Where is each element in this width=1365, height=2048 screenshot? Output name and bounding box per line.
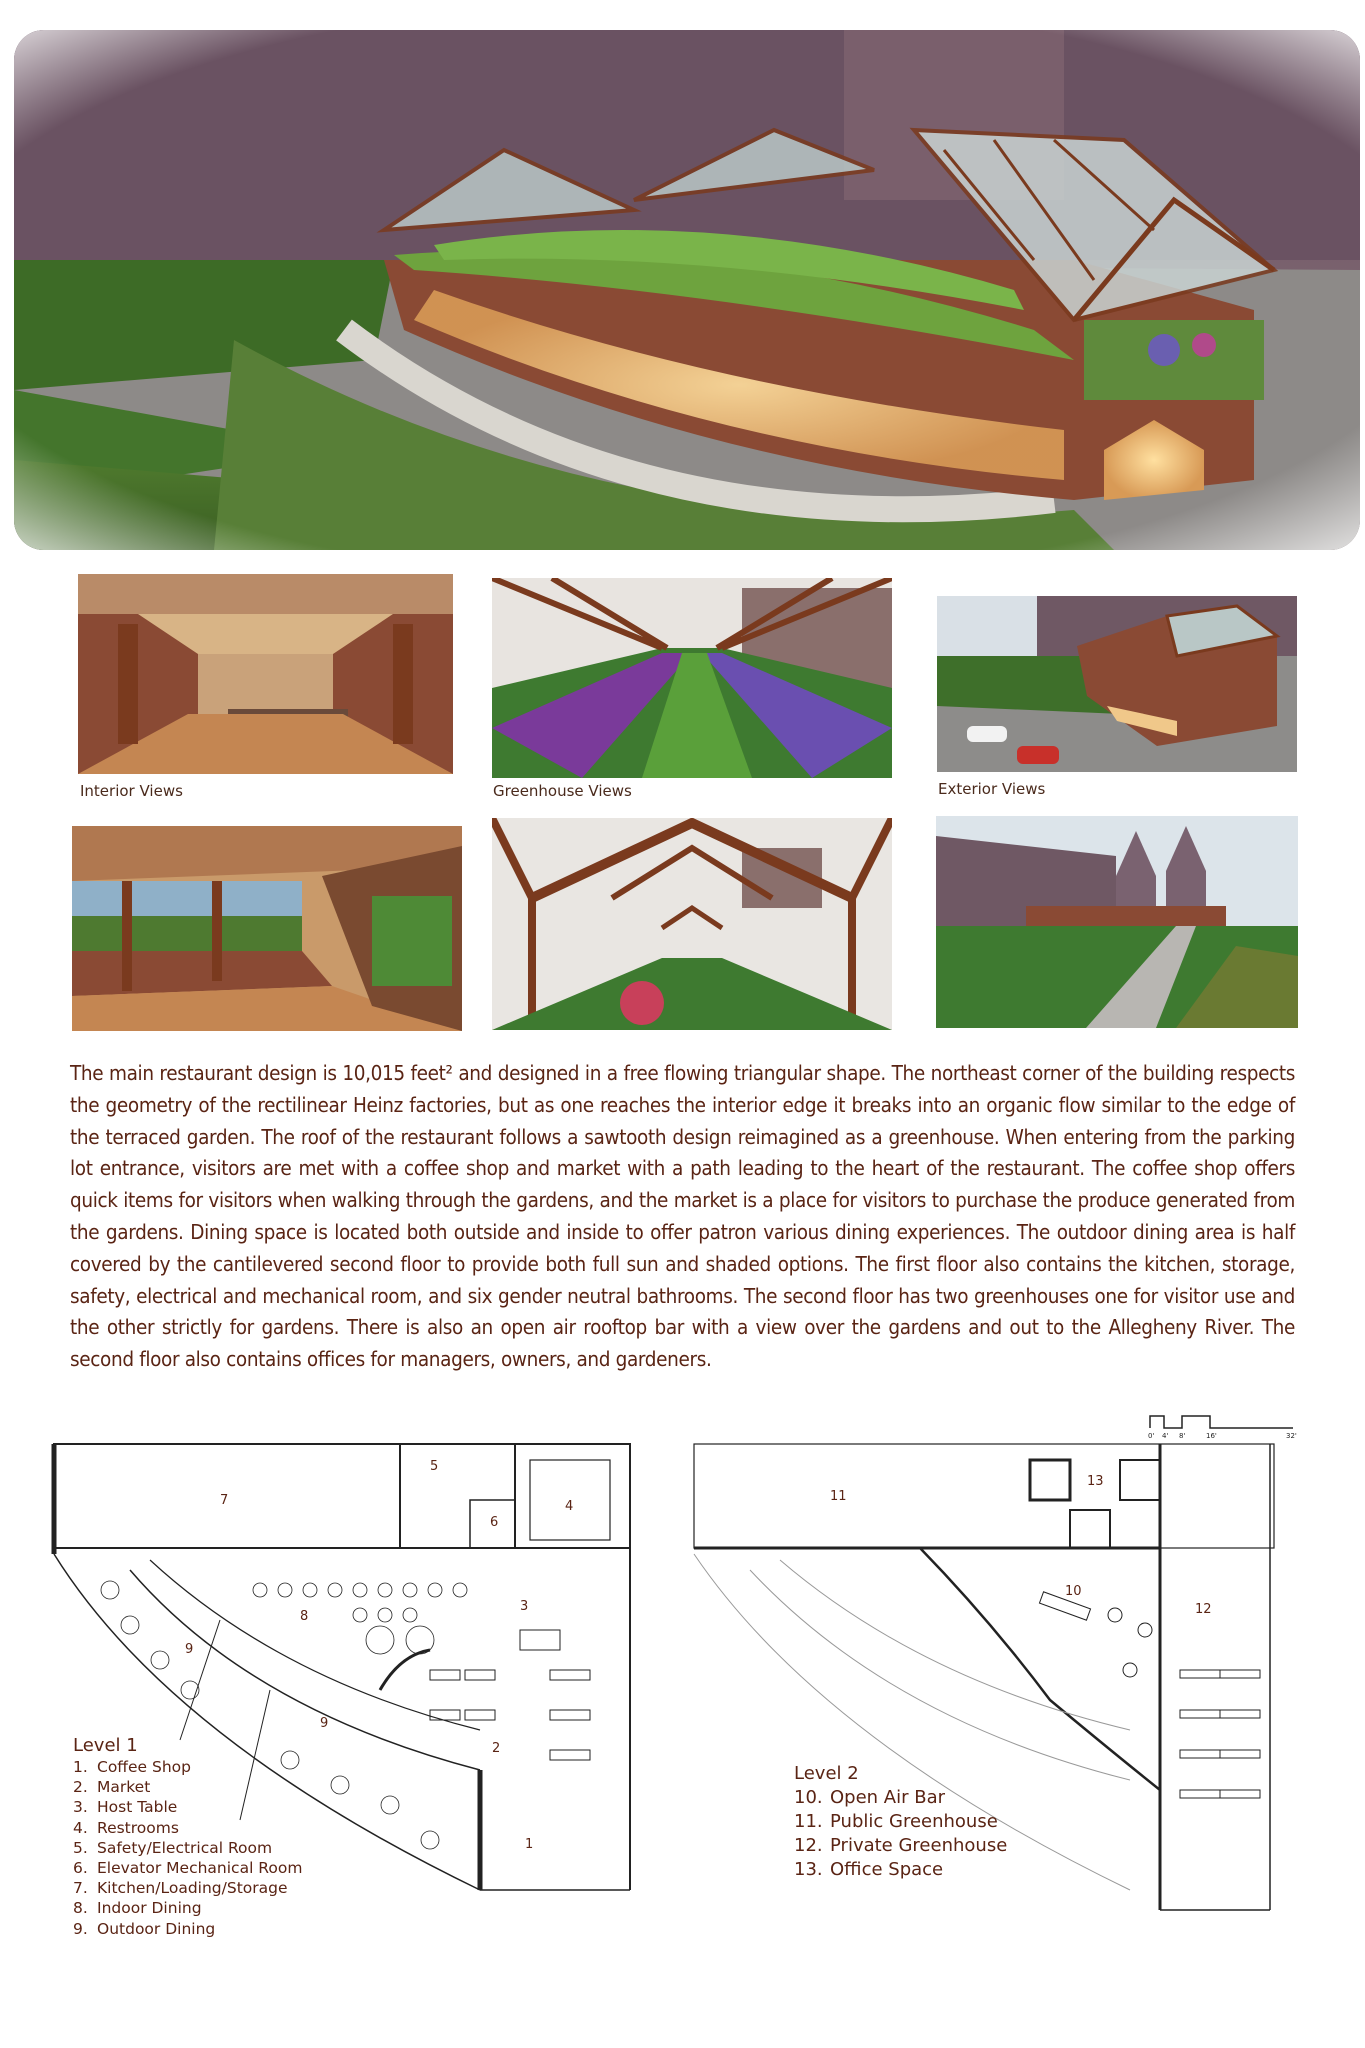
room-number-2: 2 <box>492 1741 501 1756</box>
legend-item-8: 8. Indoor Dining <box>73 1899 202 1918</box>
caption-interior: Interior Views <box>80 782 183 800</box>
legend-item-11: 11. Public Greenhouse <box>794 1811 998 1832</box>
greenhouse-view-2 <box>492 818 892 1030</box>
room-number-11: 11 <box>830 1489 847 1504</box>
room-number-13: 13 <box>1087 1474 1104 1489</box>
greenhouse-view-2-image <box>492 818 892 1030</box>
level-2-title: Level 2 <box>794 1763 859 1784</box>
room-number-9a: 9 <box>185 1642 194 1657</box>
room-number-3: 3 <box>520 1599 529 1614</box>
room-number-7: 7 <box>220 1493 229 1508</box>
exterior-view-1 <box>937 596 1297 772</box>
room-number-6: 6 <box>490 1515 499 1530</box>
interior-view-1 <box>78 574 453 774</box>
exterior-view-1-image <box>937 596 1297 772</box>
hero-illustration <box>14 30 1360 550</box>
scale-tick-4: 4' <box>1162 1432 1169 1440</box>
legend-item-6: 6. Elevator Mechanical Room <box>73 1859 303 1878</box>
exterior-view-2-image <box>936 816 1298 1028</box>
room-number-8: 8 <box>300 1609 309 1624</box>
legend-item-3: 3. Host Table <box>73 1798 178 1817</box>
room-number-9b: 9 <box>320 1716 329 1731</box>
scale-tick-8: 8' <box>1179 1432 1186 1440</box>
interior-view-2-image <box>72 826 462 1031</box>
level-1-title: Level 1 <box>73 1735 138 1756</box>
room-number-5: 5 <box>430 1459 439 1474</box>
caption-exterior: Exterior Views <box>938 780 1046 798</box>
scale-tick-16: 16' <box>1206 1432 1217 1440</box>
caption-greenhouse: Greenhouse Views <box>493 782 632 800</box>
project-description: The main restaurant design is 10,015 feet² and designed in a free flowing triangular shape. The northeast corner of the building respects the geometry of the rectilinear Heinz factories, but as one reaches the interior edge it breaks into an organic flow similar to the edge of the terraced garden. The roof of the restaurant follows a sawtooth design reimagined as a greenhouse. When entering from the parking lot entrance, visitors are met with a coffee shop and market with a path leading to the heart of the restaurant. The coffee shop offers quick items for visitors when walking through the gardens, and the market is a place for visitors to purchase the produce generated from the gardens. Dining space is located both outside and inside to offer patron various dining experiences. The outdoor dining area is half covered by the cantilevered second floor to provide both full sun and shaded options. The first floor also contains the kitchen, storage, safety, electrical and mechanical room, and six gender neutral bathrooms. The second floor has two greenhouses one for visitor use and the other strictly for gardens. There is also an open air rooftop bar with a view over the gardens and out to the Allegheny River. The second floor also contains offices for managers, owners, and gardeners. <box>70 1061 1295 1372</box>
legend-item-13: 13. Office Space <box>794 1859 944 1880</box>
legend-item-1: 1. Coffee Shop <box>73 1758 191 1776</box>
scale-bar <box>1148 1412 1300 1440</box>
scale-tick-0: 0' <box>1148 1432 1155 1440</box>
room-number-1: 1 <box>525 1837 534 1852</box>
legend-item-5: 5. Safety/Electrical Room <box>73 1838 273 1857</box>
room-number-12: 12 <box>1195 1602 1212 1617</box>
legend-item-9: 9. Outdoor Dining <box>73 1919 216 1938</box>
greenhouse-view-1-image <box>492 578 892 778</box>
legend-item-7: 7. Kitchen/Loading/Storage <box>73 1879 288 1898</box>
hero-rendering <box>14 30 1360 550</box>
interior-view-1-image <box>78 574 453 774</box>
scale-bar-graphic <box>1148 1412 1300 1440</box>
scale-tick-32: 32' <box>1286 1432 1297 1440</box>
interior-view-2 <box>72 826 462 1031</box>
room-number-4: 4 <box>565 1499 574 1514</box>
exterior-view-2 <box>936 816 1298 1028</box>
legend-item-12: 12. Private Greenhouse <box>794 1835 1008 1856</box>
legend-item-2: 2. Market <box>73 1778 151 1797</box>
greenhouse-view-1 <box>492 578 892 778</box>
level-2-legend <box>794 1786 1007 1882</box>
level-1-legend <box>73 1757 302 1939</box>
room-number-10: 10 <box>1065 1584 1082 1599</box>
legend-item-4: 4. Restrooms <box>73 1818 179 1837</box>
legend-item-10: 10. Open Air Bar <box>794 1787 946 1808</box>
